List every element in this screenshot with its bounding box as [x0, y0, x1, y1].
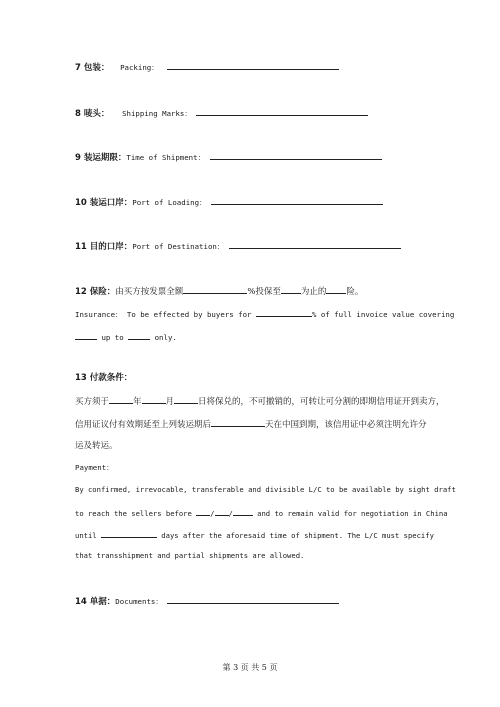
clause-shipping-marks	[75, 106, 368, 120]
blank-line[interactable]	[167, 60, 339, 70]
payment-text: 月	[165, 397, 175, 407]
payment-en-title: Payment：	[75, 463, 114, 472]
blank-line[interactable]	[229, 239, 401, 249]
payment-en-line-1: By confirmed, irrevocable, transferable and divisible L/C to be available by sight draft	[75, 485, 456, 494]
payment-text: 日将保兑的，不可撤销的，可转让可分割的即期信用证开到卖方，	[198, 397, 445, 407]
clause-label: 7 包装：	[75, 63, 110, 73]
blank-line[interactable]	[167, 594, 339, 604]
blank-date-2[interactable]	[215, 506, 229, 516]
clause-insurance-en	[75, 307, 454, 321]
payment-text: days after the aforesaid time of shipment. The L/C must specify	[161, 531, 434, 540]
blank-day[interactable]	[174, 394, 198, 404]
payment-en-line-2: to reach the sellers before / / and to remain valid for negotiation in China	[75, 506, 448, 520]
clause-english: Port of Destination：	[132, 242, 225, 251]
blank-line[interactable]	[210, 150, 382, 160]
insurance-text: 险。	[346, 287, 364, 297]
payment-text: 年	[133, 397, 142, 407]
insurance-text: % of full invoice value covering	[311, 310, 455, 319]
blank-date-3[interactable]	[233, 506, 253, 516]
clause-insurance-en-2	[75, 330, 177, 344]
clause-insurance-cn	[75, 284, 363, 298]
payment-text: and to remain valid for negotiation in China	[257, 509, 448, 518]
payment-text: 天在中国到期，该信用证中必须注明允许分	[265, 420, 427, 430]
clause-documents	[75, 594, 339, 608]
payment-text: until	[75, 531, 97, 540]
insurance-text: only.	[154, 333, 177, 342]
blank-percent[interactable]	[256, 307, 312, 317]
blank-year[interactable]	[109, 394, 133, 404]
clause-english: Port of Loading：	[132, 198, 207, 207]
insurance-text: up to	[101, 333, 124, 342]
payment-text: 信用证议付有效期延至上列装运期后	[75, 420, 212, 430]
blank-line[interactable]	[196, 106, 368, 116]
insurance-text: Insurance： To be effected by buyers for	[75, 310, 252, 319]
clause-label: 8 唛头：	[75, 109, 110, 119]
clause-port-of-destination	[75, 239, 401, 253]
clause-english: Packing：	[120, 63, 159, 72]
clause-label: 12 保险：	[75, 287, 116, 297]
clause-port-of-loading	[75, 195, 383, 209]
payment-title: 13 付款条件：	[75, 373, 133, 383]
blank-days[interactable]	[101, 528, 157, 538]
clause-english: Shipping Marks：	[122, 109, 192, 118]
clause-label: 9 装运期限：	[75, 153, 127, 163]
clause-english: Documents：	[115, 597, 163, 606]
insurance-text: %投保至	[247, 287, 281, 297]
payment-cn-line-3: 运及转运。	[75, 441, 118, 451]
page-number: 第 3 页 共 5 页	[222, 663, 278, 672]
blank-month[interactable]	[142, 394, 166, 404]
clause-label: 11 目的口岸：	[75, 242, 133, 252]
blank-percent[interactable]	[183, 284, 247, 294]
blank-risk[interactable]	[128, 330, 150, 340]
insurance-text: 由买方按发票全额	[115, 287, 184, 297]
blank-location[interactable]	[281, 284, 301, 294]
payment-text: to reach the sellers before	[75, 509, 192, 518]
payment-en-line-4: that transshipment and partial shipments are allowed.	[75, 551, 305, 560]
blank-location[interactable]	[75, 330, 97, 340]
clause-time-of-shipment	[75, 150, 382, 164]
insurance-text: 为止的	[300, 287, 327, 297]
blank-days[interactable]	[211, 417, 265, 427]
clause-label: 10 装运口岸：	[75, 198, 133, 208]
payment-cn-line-1	[75, 394, 445, 408]
blank-risk[interactable]	[326, 284, 346, 294]
payment-en-line-3	[75, 528, 434, 542]
clause-english: Time of Shipment：	[126, 153, 205, 162]
payment-text: 买方须于	[75, 397, 110, 407]
payment-cn-line-2	[75, 417, 427, 431]
clause-packing	[75, 60, 339, 74]
blank-line[interactable]	[211, 195, 383, 205]
blank-date-1[interactable]	[196, 506, 210, 516]
clause-label: 14 单据：	[75, 597, 116, 607]
